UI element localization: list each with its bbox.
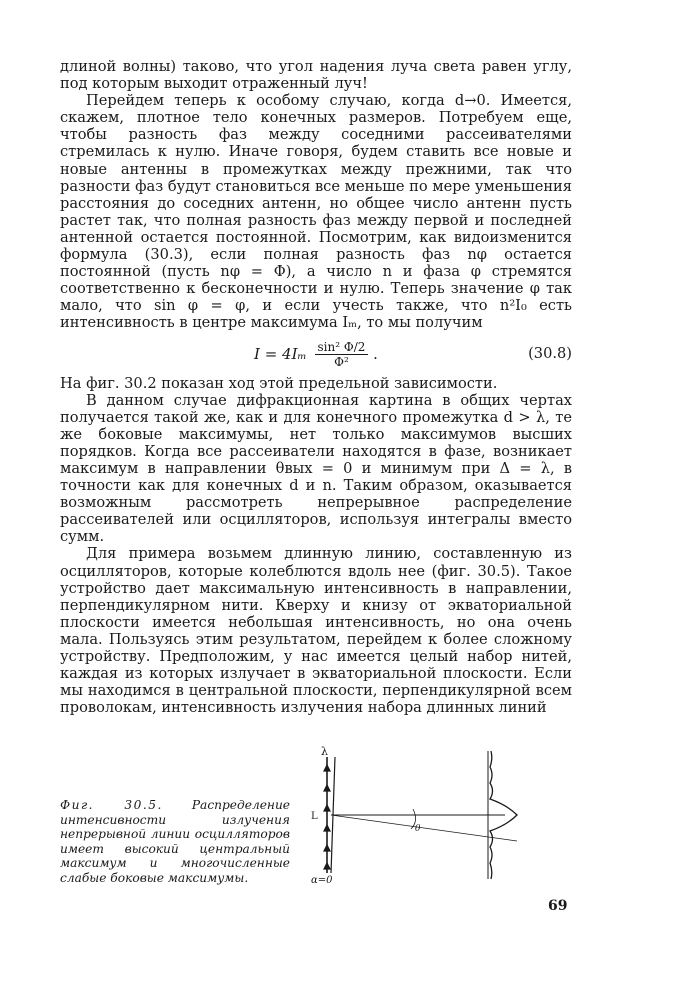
equation-number: (30.8): [528, 344, 572, 362]
formula-30-8: [60, 335, 572, 373]
formula-denominator: Φ²: [334, 355, 349, 369]
figure-label-lambda: λ: [321, 745, 328, 758]
figure-label-L: L: [311, 811, 318, 822]
formula-body: [60, 335, 572, 373]
figure-caption: [60, 798, 290, 886]
page-body: [60, 58, 572, 716]
paragraph-limit-case: Перейдем теперь к особому случаю, когда d→0. Имеется, скажем, плотное тело конечных размеров. Потребуем еще, чтобы разность фаз между соседними рассеивателями стремилась к нулю. Иначе говоря, будем ставить все новые и новые антенны в промежутках между прежними, так что разности фаз будут становиться все меньше по мере уменьшения расстояния до соседних антенн, но общее число антенн пусть растет так, что полная разность фаз между первой и последней антенной остается постоянной. Посмотрим, как видоизменится формула (30.3), если полная разность фаз nφ остается постоянной (пусть nφ = Φ), а число n и фаза φ стремятся соответственно к бесконечности и нулю. Теперь значение φ так мало, что sin φ = φ, и если учесть также, что n²I₀ есть интенсивность в центре максимума Iₘ, то мы получим: [60, 92, 572, 332]
figure-30-5: [295, 745, 535, 885]
formula-tail: .: [373, 344, 378, 363]
ray-oblique: [331, 815, 517, 841]
paragraph-continuation: длиной волны) таково, что угол надения луча света равен углу, под которым выходит отраженный луч!: [60, 58, 572, 93]
figure-label-alpha: α=0: [311, 875, 333, 885]
figure-label-theta: θ: [415, 824, 421, 834]
page-number: 69: [548, 898, 568, 914]
paragraph-fig-ref: На фиг. 30.2 показан ход этой предельной зависимости.: [60, 374, 498, 392]
paragraph-long-line: Для примера возьмем длинную линию, составленную из осцилляторов, которые колеблются вдоль нее (фиг. 30.5). Такое устройство дает максимальную интенсивность в направлении, перпендикулярном нити. Кверху и книзу от экваториальной плоскости имеется небольшая интенсивность, но она очень мала. Пользуясь этим результатом, перейдем к более сложному устройству. Предположим, у нас имеется целый набор нитей, каждая из которых излучает в экваториальной плоскости. Если мы находимся в центральной плоскости, перпендикулярной всем проволокам, интенсивность излучения набора длинных линий: [60, 545, 572, 717]
formula-numerator: sin² Φ/2: [315, 340, 369, 355]
caption-label: Фиг. 30.5.: [60, 798, 163, 812]
formula-fraction: [315, 340, 369, 369]
paragraph-diffraction: В данном случае дифракционная картина в общих чертах получается такой же, как и для конечного промежутка d > λ, те же боковые максимумы, нет только максимумов высших порядков. Когда все рассеиватели находятся в фазе, возникает максимум в направлении θвых = 0 и минимум при Δ = λ, в точности как для конечных d и n. Таким образом, оказывается возможным рассмотреть непрерывное распределение рассеивателей или осцилляторов, используя интегралы вместо сумм.: [60, 391, 572, 546]
caption-text: Распределение интенсивности излучения непрерывной линии осцилляторов имеет высокий центральный максимум и многочисленные слабые боковые максимумы.: [60, 798, 291, 885]
formula-lhs: I = 4Iₘ: [254, 344, 307, 363]
